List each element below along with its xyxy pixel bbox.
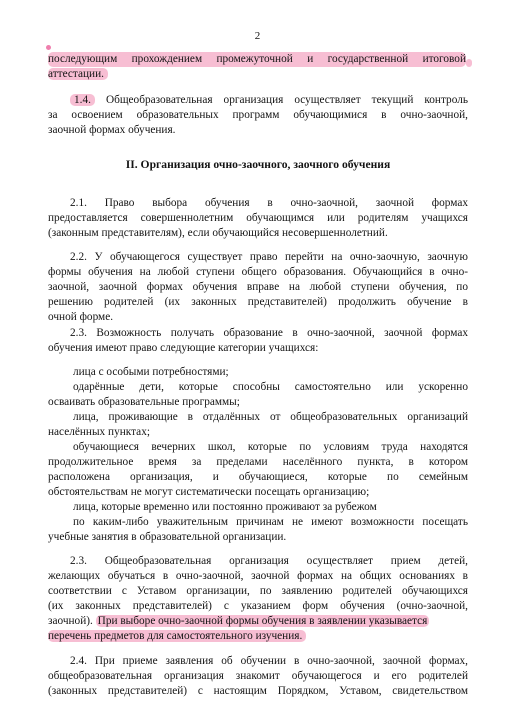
text-line: 2.1. Право выбора обучения в очно-заочной, заочной формах	[70, 197, 468, 209]
text-line: 2.3. Возможность получать образование в очно-заочной, заочной формах	[70, 327, 468, 339]
text-line: продолжительное время за пределами населённого пункта, в котором	[48, 456, 468, 468]
text-line: расположена организация, и обучающиеся, которые по семейным	[48, 471, 468, 483]
text-line	[48, 52, 468, 67]
list-item: одарённые дети, которые способны самостоятельно или ускоренно	[73, 381, 468, 393]
text-line: учебные занятия в образовательной организации.	[48, 531, 287, 543]
text-line: населённых пунктах;	[48, 426, 150, 438]
page-number: 2	[254, 30, 261, 42]
text-line	[48, 614, 468, 629]
list-item: лица с особыми потребностями;	[73, 366, 229, 378]
text-line: заочной, заочной формах обучения вправе на любой ступени обучения, по	[48, 281, 468, 293]
list-item: лица, которые временно или постоянно проживают за рубежом	[73, 501, 377, 513]
text-line: соответствии с Уставом организации, по заявлению родителей обучающихся	[48, 585, 468, 597]
highlighted-text: последующим прохождением промежуточной и государственной итоговой	[48, 53, 466, 65]
list-item: лица, проживающие в отдалённых от общеобразовательных организаций	[73, 411, 468, 423]
highlighted-text: перечень предметов для самостоятельного изучения.	[48, 630, 306, 642]
highlight-anchor-dot	[46, 45, 51, 50]
text-line: 2.3. Общеобразовательная организация осуществляет прием детей,	[70, 555, 468, 567]
text-line: предоставляется совершеннолетним обучающимся или родителям учащихся	[48, 212, 468, 224]
highlighted-text: При выборе очно-заочной формы обучения в заявлении указывается	[97, 615, 428, 627]
text-line	[48, 93, 468, 108]
text-line: очной форме.	[48, 311, 114, 323]
section-heading: II. Организация очно-заочного, заочного обучения	[125, 158, 391, 171]
text-line: осваивать образовательные программы;	[48, 396, 240, 408]
text-line: решению родителей (их законных представителей) продолжить обучение в	[48, 296, 468, 308]
list-item: обучающиеся вечерних школ, которые по условиям труда находятся	[73, 441, 468, 453]
text-line	[48, 67, 468, 82]
text-line: обучения имеют право следующие категории учащихся:	[48, 342, 319, 354]
text-line: 2.2. У обучающегося существует право перейти на очно-заочную, заочную	[70, 251, 468, 263]
text-line: желающих обучаться в очно-заочной, заочной формах на общих основаниях в	[48, 570, 468, 582]
highlighted-text: 1.4.	[70, 94, 95, 106]
text-line	[48, 629, 468, 644]
text-line: (законных представителей) с настоящим Порядком, Уставом, свидетельством	[48, 685, 468, 697]
text-line: заочной формах обучения.	[48, 124, 176, 136]
list-item: по каким-либо уважительным причинам не имеют возможности посещать	[73, 516, 468, 528]
text-line: 2.4. При приеме заявления об обучении в очно-заочной, заочной формах,	[70, 655, 468, 667]
text-line: обстоятельствам не могут систематически посещать организацию;	[48, 486, 370, 498]
text-line: за освоением образовательных программ обучающимися в очно-заочной,	[48, 109, 468, 121]
text-line: (их законных представителей) с указанием форм обучения (очно-заочной,	[48, 600, 468, 612]
text-line: (законным представителям), если обучающийся несовершеннолетний.	[48, 227, 388, 239]
line-text: Общеобразовательная организация осуществляет текущий контроль	[105, 94, 468, 106]
text-line: общеобразовательная организация знакомит обучающегося и его родителей	[48, 670, 468, 682]
highlighted-text: аттестации.	[48, 68, 108, 80]
line-text: заочной).	[48, 615, 93, 627]
text-line: формы обучения на любой ступени общего образования. Обучающийся в очно-	[48, 266, 468, 278]
